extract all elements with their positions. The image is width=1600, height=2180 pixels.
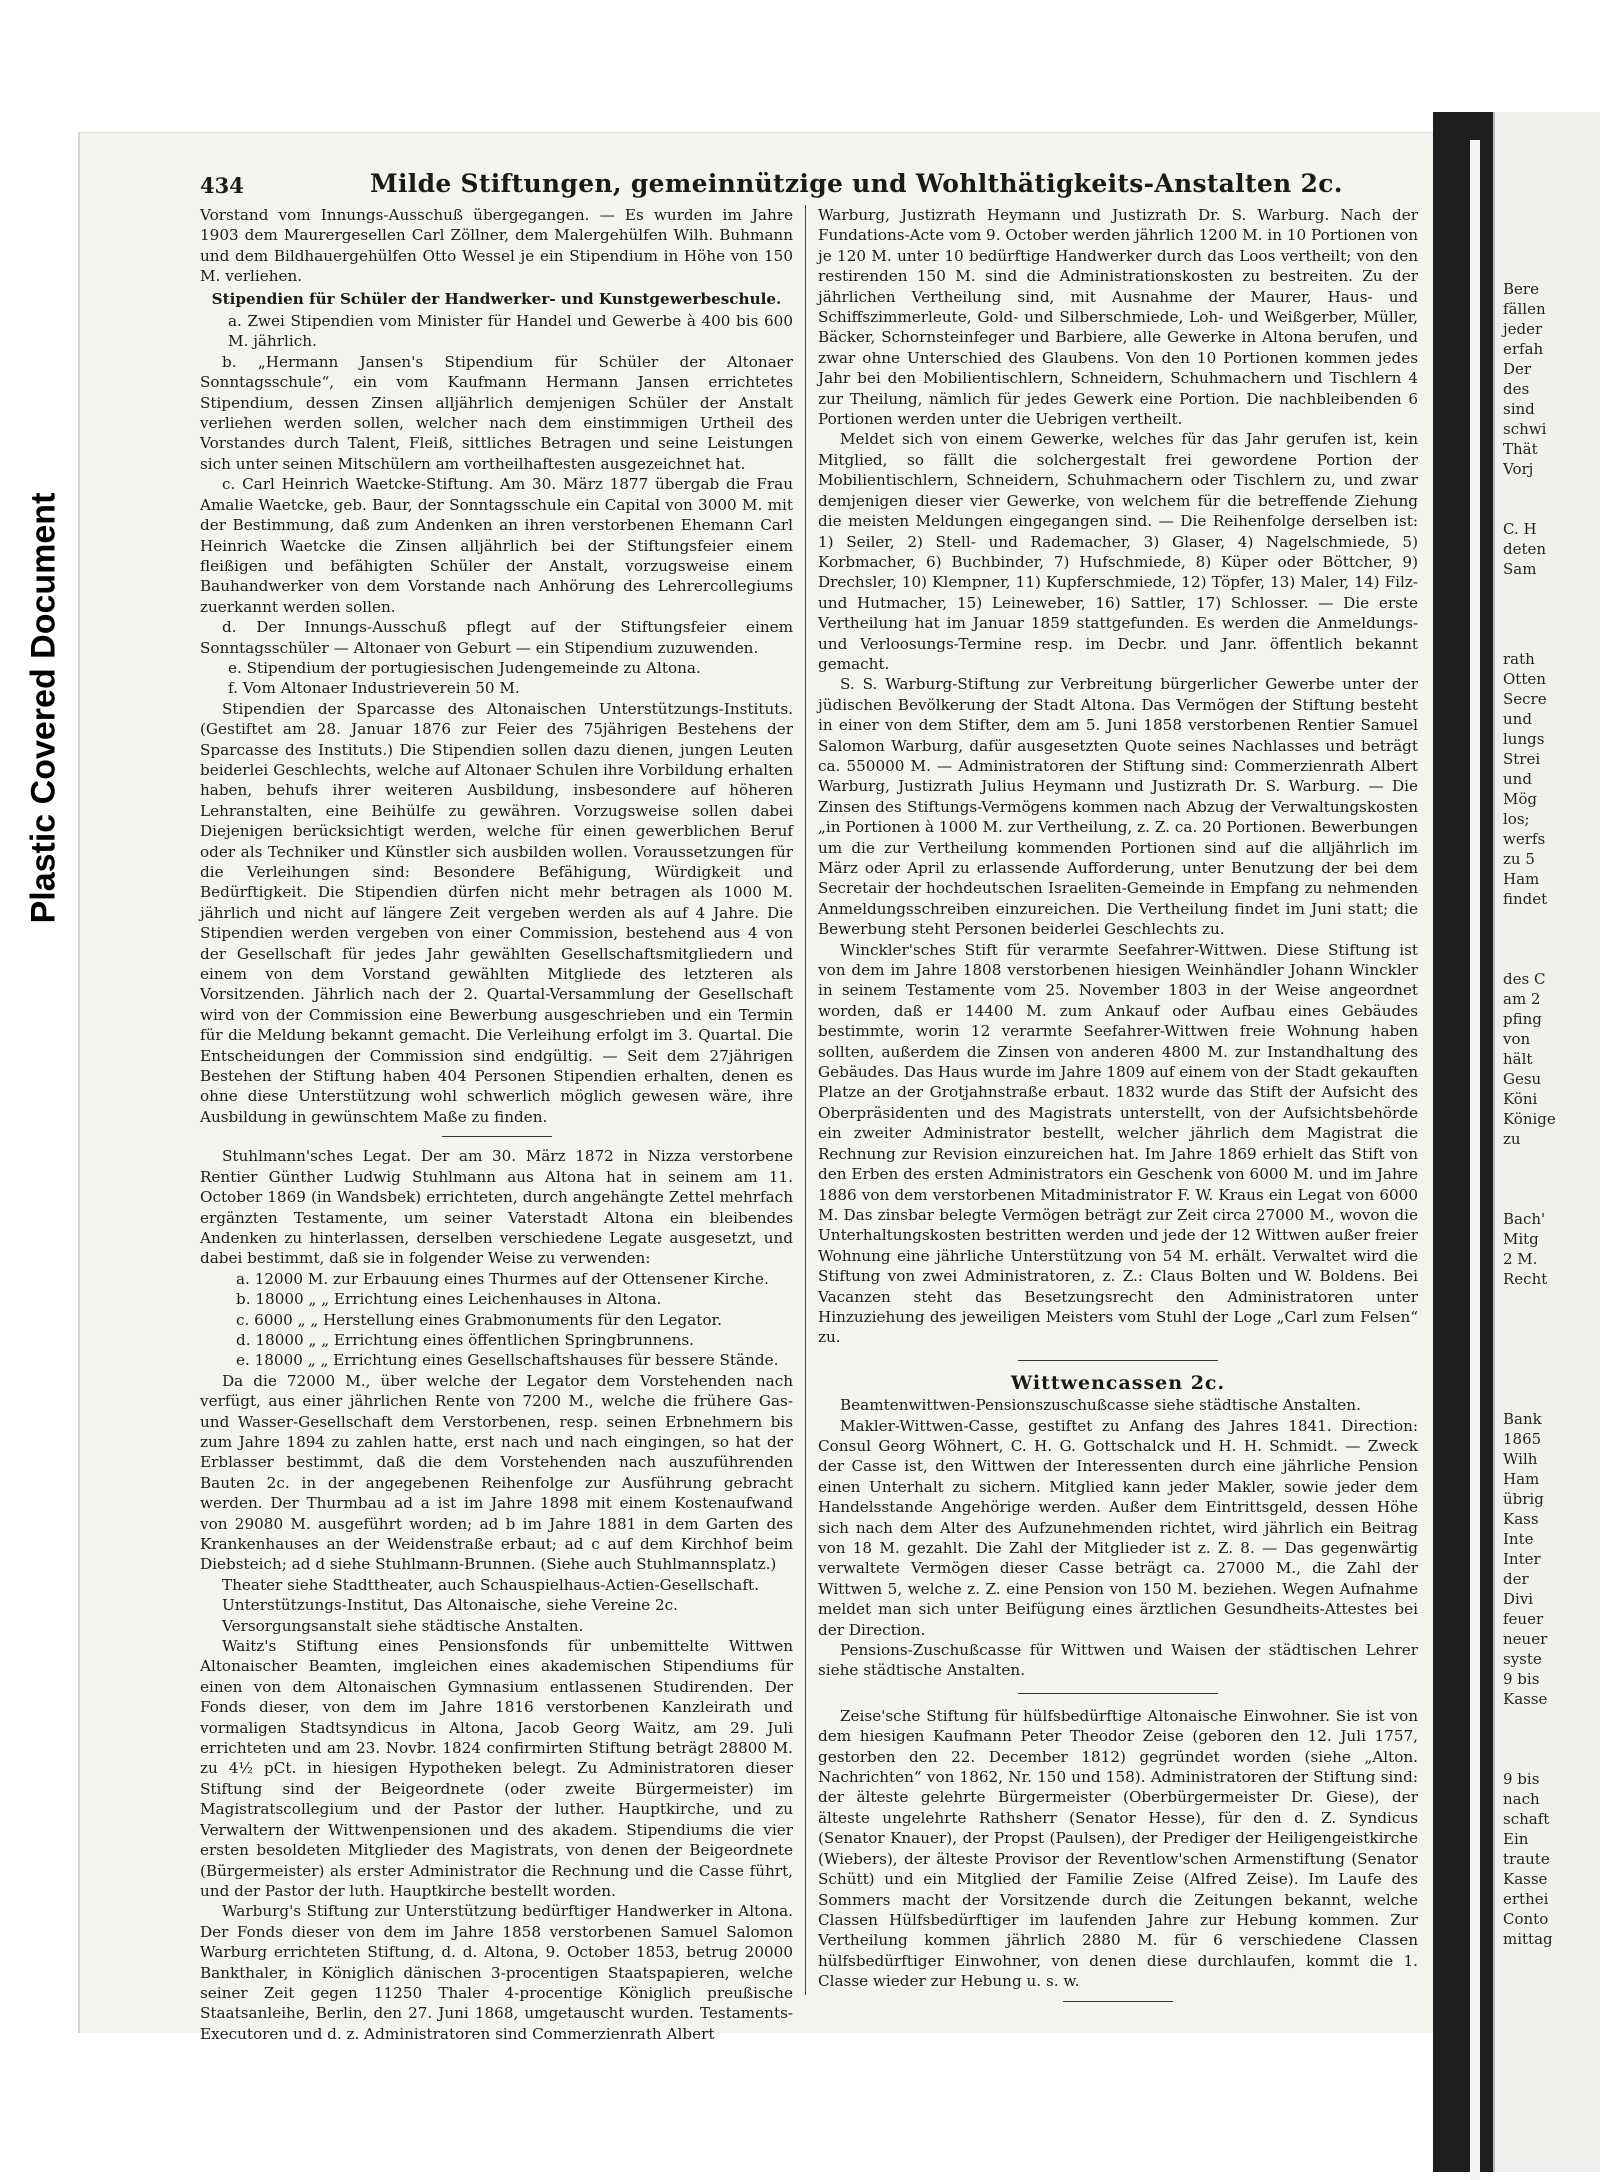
section-divider bbox=[1018, 1693, 1218, 1694]
entry-sparcasse-stipendien: Stipendien der Sparcasse des Altonaischen Unterstützungs-Instituts. (Gestiftet am 28. Januar 1876 zur Feier des 75jährigen Bestehens der Sparcasse des Instituts.) Die Stipendien sollen dazu dienen, jungen Leuten beiderlei Geschlechts, welche auf Altonaer Schulen ihre Vorbildung erhalten haben, behufs ihrer weiteren Ausbildung, insbesondere auf höheren Lehranstalten, eine Beihülfe zu gewähren. Vorzugsweise sollen dabei Diejenigen berücksichtigt werden, welche für einen gewerblichen Beruf oder als Techniker und Künstler sich ausbilden wollen. Voraussetzungen für die Verleihungen sind: Besondere Befähigung, Würdigkeit und Bedürftigkeit. Die Stipendien dürfen nicht mehr betragen als 1000 M. jährlich und nicht auf längere Zeit vergeben werden als auf 4 Jahre. Die Stipendien werden vergeben von einer Commission, bestehend aus 4 von der Gesellschaft für jedes Jahr gewählten Gesellschaftsmitgliedern und einem von dem Vorstand gewählten Mitgliede des letzteren als Vorsitzenden. Jährlich nach der 2. Quartal-Versammlung der Gesellschaft wird von der Commission eine Bewerbung ausgeschrieben und ein Termin für die Meldung bekannt gemacht. Die Verleihung erfolgt im 3. Quartal. Die Entscheidungen der Commission sind endgültig. — Seit dem 27jährigen Bestehen der Stiftung haben 404 Personen Stipendien erhalten, denen es ohne diese Unterstützung wohl schwerlich möglich gewesen wäre, ihre Ausbildung in gewünschtem Maße zu finden. bbox=[200, 699, 793, 1126]
facing-page-line: neuer bbox=[1503, 1630, 1548, 1648]
facing-page-line: feuer bbox=[1503, 1610, 1544, 1628]
gutter-highlight bbox=[1470, 140, 1480, 2180]
plastic-covered-label-text: Plastic Covered Document bbox=[24, 492, 63, 924]
facing-page-line: der bbox=[1503, 1570, 1529, 1588]
facing-page-line: und bbox=[1503, 710, 1532, 728]
facing-page-line: Ham bbox=[1503, 870, 1540, 888]
item-judengemeinde: e. Stipendium der portugiesischen Judengemeinde zu Altona. bbox=[228, 658, 701, 677]
entry-ss-warburg-stiftung: S. S. Warburg-Stiftung zur Verbreitung bürgerlicher Gewerbe unter der jüdischen Bevölkerung der Stadt Altona. Das Vermögen der Stiftung besteht in einer von dem Stifter, dem am 5. Juni 1858 verstorbenen Rentier Samuel Salomon Warburg, dafür ausgesetzten Quote seines Nachlasses und beträgt ca. 550000 M. — Administratoren der Stiftung sind: Commerzienrath Albert Warburg, Justizrath Julius Heymann und Justizrath Dr. S. Warburg. — Die Zinsen des Stiftungs-Vermögens kommen nach Abzug der Verwaltungskosten „in Portionen à 1000 M. zur Vertheilung, z. Z. ca. 20 Portionen. Bewerbungen um die zur Vertheilung kommenden Portionen sind auf die alljährlich im März oder April zu erlassende Aufforderung, unter Benutzung der bei dem Secretair der hochdeutschen Israeliten-Gemeinde in Empfang zu nehmenden Anmeldungsschreiben einzureichen. Die Vertheilung findet im Juni statt; die Bewerbung steht Personen beiderlei Geschlechts zu. bbox=[818, 675, 1418, 939]
facing-page-line: Secre bbox=[1503, 690, 1547, 708]
facing-page-line: des bbox=[1503, 380, 1530, 398]
section-title-wittwencassen: Wittwencassen 2c. bbox=[1010, 1371, 1226, 1394]
page-number: 434 bbox=[200, 173, 244, 198]
facing-page-line: übrig bbox=[1503, 1490, 1544, 1508]
entry-theater: Theater siehe Stadttheater, auch Schauspielhaus-Actien-Gesellschaft. bbox=[222, 1575, 759, 1594]
item-jansen-stipendium: b. „Hermann Jansen's Stipendium für Schüler der Altonaer Sonntagsschule“, ein vom Kaufmann Hermann Jansen errichtetes Stipendium, dessen Zinsen alljährlich demjenigen Schüler der Anstalt verliehen werden sollen, welcher nach dem einstimmigen Urtheil des Vorstandes durch Talent, Fleiß, sittliches Betragen und seine Leistungen sich unter seinen Mitschülern am vortheilhaftesten ausgezeichnet hat. bbox=[200, 352, 793, 473]
left-column bbox=[200, 205, 793, 2044]
facing-page-line: 2 M. bbox=[1503, 1250, 1538, 1268]
facing-page-line: Gesu bbox=[1503, 1070, 1542, 1088]
item-innungs-ausschuss: d. Der Innungs-Ausschuß pflegt auf der Stiftungsfeier einem Sonntagsschüler — Altonaer von Geburt — ein Stipendium zuzuwenden. bbox=[200, 618, 793, 657]
entry-winckler-stift: Winckler'sches Stift für verarmte Seefahrer-Wittwen. Diese Stiftung ist von dem im Jahre 1808 verstorbenen hiesigen Weinhändler Johann Winckler in seinem Testamente vom 25. November 1803 in der Weise angeordnet worden, daß er 14400 M. zum Ankauf oder Aufbau eines Gebäudes bestimmte, worin 12 verarmte Seefahrer-Wittwen freie Wohnung haben sollten, außerdem die Zinsen von anderen 4800 M. zur Instandhaltung des Gebäudes. Das Haus wurde im Jahre 1809 auf einem von der Stadt gekauften Platze an der Grotjahnstraße erbaut. 1832 wurde das Stift der Aufsicht des Oberpräsidenten und des Magistrats unterstellt, von der Aufsichtsbehörde ein zweiter Administrator bestellt, welcher jährlich dem Magistrat die Rechnung zur Revision einzureichen hat. Im Jahre 1869 erhielt das Stift von den Erben des ersten Administrators ein Geschenk von 6000 M. und im Jahre 1886 von dem verstorbenen Mitadministrator F. W. Kraus ein Legat von 6000 M. Das zinsbar belegte Vermögen beträgt zur Zeit circa 27000 M., wovon die Unterhaltungskosten bestritten werden und jede der 12 Wittwen außer freier Wohnung eine jährliche Unterstützung von 54 M. erhält. Verwaltet wird die Stiftung von zwei Administratoren, z. Z.: Claus Bolten und W. Boldens. Bei Vacanzen steht das Besetzungsrecht den Administratoren unter Hinzuziehung des jeweiligen Meisters vom Stuhl der Loge „Carl zum Felsen“ zu. bbox=[818, 940, 1418, 1347]
facing-page-line: schaft bbox=[1503, 1810, 1550, 1828]
facing-page-line: und bbox=[1503, 770, 1532, 788]
paragraph-warburg-continued: Warburg, Justizrath Heymann und Justizrath Dr. S. Warburg. Nach der Fundations-Acte vom 9. October werden jährlich 1200 M. in 10 Portionen von je 120 M. unter 10 bedürftige Handwerker durch das Loos vertheilt; von den restirenden 150 M. sind die Administrationskosten zu bestreiten. Zu der jährlichen Vertheilung sind, mit Ausnahme der Maurer, Haus- und Schiffszimmerleute, Gold- und Silberschmiede, Loh- und Weißgerber, Müller, Bäcker, Schornsteinfeger und Barbiere, alle Gewerke in Altona berufen, und zwar ohne Unterschied des Glaubens. Von den 10 Portionen kommen jedes Jahr bei den Mobilientischlern, Schneidern, Schuhmachern und Tischlern 4 zur Theilung, nämlich für jedes Gewerk eine Portion. Die nachbleibenden 6 Portionen werden unter die Uebrigen vertheilt. bbox=[818, 206, 1418, 429]
facing-page-line: erthei bbox=[1503, 1890, 1549, 1908]
facing-page-line: Kasse bbox=[1503, 1690, 1548, 1708]
facing-page-line: deten bbox=[1503, 540, 1547, 558]
facing-page-line: rath bbox=[1503, 650, 1535, 668]
item-industrieverein: f. Vom Altonaer Industrieverein 50 M. bbox=[228, 679, 520, 698]
section-divider bbox=[1018, 1360, 1218, 1361]
facing-page-line: zu 5 bbox=[1503, 850, 1535, 868]
entry-beamtenwittwen-casse: Beamtenwittwen-Pensionszuschußcasse siehe städtische Anstalten. bbox=[840, 1396, 1361, 1415]
facing-page-line: Bach' bbox=[1503, 1210, 1546, 1228]
plastic-covered-label bbox=[18, 448, 70, 968]
column-divider bbox=[805, 205, 806, 1995]
facing-page-line: zu bbox=[1503, 1130, 1521, 1148]
facing-page-line: syste bbox=[1503, 1650, 1542, 1668]
entry-versorgungsanstalt: Versorgungsanstalt siehe städtische Anstalten. bbox=[222, 1616, 584, 1635]
facing-page-line: los; bbox=[1503, 810, 1530, 828]
facing-page-line: Otten bbox=[1503, 670, 1546, 688]
paragraph-stuhlmann-details: Da die 72000 M., über welche der Legator dem Vorstehenden nach verfügt, aus einer jährlichen Rente von 7200 M., welche die frühere Gas- und Wasser-Gesellschaft dem Verstorbenen, resp. seinen Erbnehmern bis zum Jahre 1894 zu zahlen hatte, erst nach und nach eingingen, so hat der Erblasser bestimmt, daß die dem Vorstehenden nach auszuführenden Bauten 2c. in der angegebenen Reihenfolge zur Ausführung gebracht werden. Der Thurmbau ad a ist im Jahre 1898 mit einem Kostenaufwand von 29080 M. ausgeführt worden; ad b im Jahre 1881 in dem Garten des Krankenhauses an der Weidenstraße erbaut; ad c auf dem Kirchhof beim Diebsteich; ad d siehe Stuhlmann-Brunnen. (Siehe auch Stuhlmannsplatz.) bbox=[200, 1371, 793, 1574]
entry-pensions-zuschusscasse: Pensions-Zuschußcasse für Wittwen und Waisen der städtischen Lehrer siehe städtische Anstalten. bbox=[818, 1641, 1418, 1680]
running-title: Milde Stiftungen, gemeinnützige und Wohlthätigkeits-Anstalten 2c. bbox=[370, 169, 1343, 198]
heading-stipendien-handwerker: Stipendien für Schüler der Handwerker- und Kunstgewerbeschule. bbox=[211, 289, 782, 308]
facing-page-line: Kasse bbox=[1503, 1870, 1548, 1888]
facing-page-line: Mög bbox=[1503, 790, 1537, 808]
paragraph-gewerke-reihenfolge: Meldet sich von einem Gewerke, welches für das Jahr gerufen ist, kein Mitglied, so fällt die solchergestalt frei gewordene Portion der Mobilientischlern, Schneidern, Schuhmachern oder Tischlern zu, und zwar demjenigen dieser vier Gewerke, von welchem für die betreffende Ziehung die meisten Meldungen eingegangen sind. — Die Reihenfolge derselben ist: 1) Seiler, 2) Stell- und Rademacher, 3) Glaser, 4) Nagelschmiede, 5) Korbmacher, 6) Buchbinder, 7) Hufschmiede, 8) Küper oder Böttcher, 9) Drechsler, 10) Klempner, 11) Kupferschmiede, 12) Töpfer, 13) Maler, 14) Filz- und Hutmacher, 15) Leineweber, 16) Sattler, 17) Schlosser. — Die erste Vertheilung hat im Januar 1859 stattgefunden. Es werden die Anmeldungs- und Verloosungs-Termine resp. im Decbr. und Janr. öffentlich bekannt gemacht. bbox=[818, 430, 1418, 673]
section-divider bbox=[442, 1136, 552, 1137]
facing-page-line: von bbox=[1503, 1030, 1531, 1048]
facing-page-line: C. H bbox=[1503, 520, 1537, 538]
legacy-item-a: a. 12000 M. zur Erbauung eines Thurmes auf der Ottensener Kirche. bbox=[236, 1269, 769, 1288]
entry-warburg-stiftung: Warburg's Stiftung zur Unterstützung bedürftiger Handwerker in Altona. Der Fonds dieser von dem im Jahre 1858 verstorbenen Samuel Salomon Warburg errichteten Stiftung, d. d. Altona, 9. October 1853, betrug 20000 Bankthaler, in Königlich dänischen 3-procentigen Staatspapieren, welche seiner Zeit gegen 11250 Thaler 4-procentige Königlich preußische Staatsanleihe, Berlin, den 27. Juni 1868, umgetauscht wurden. Testaments-Executoren und d. z. Administratoren sind Commerzienrath Albert bbox=[200, 1902, 793, 2043]
facing-page-line: Strei bbox=[1503, 750, 1541, 768]
facing-page-line: 9 bis bbox=[1503, 1670, 1540, 1688]
facing-page-line: Thät bbox=[1503, 440, 1538, 458]
facing-page-line: Recht bbox=[1503, 1270, 1548, 1288]
legacy-list bbox=[200, 1269, 793, 1371]
facing-page-fragment bbox=[1493, 112, 1600, 2172]
paragraph-innungs-ausschuss: Vorstand vom Innungs-Ausschuß übergegangen. — Es wurden im Jahre 1903 dem Maurergesellen Carl Zöllner, dem Malergehülfen Wilh. Buhmann und dem Bildhauergehülfen Otto Wessel je ein Stipendium in Höhe von 150 M. verliehen. bbox=[200, 206, 793, 286]
facing-page-line: Conto bbox=[1503, 1910, 1549, 1928]
facing-page-line: traute bbox=[1503, 1850, 1550, 1868]
facing-page-line: sind bbox=[1503, 400, 1535, 418]
legacy-item-e: e. 18000 „ „ Errichtung eines Gesellschaftshauses für bessere Stände. bbox=[236, 1351, 779, 1370]
facing-page-line: nach bbox=[1503, 1790, 1540, 1808]
facing-page-line: findet bbox=[1503, 890, 1548, 908]
legacy-item-c: c. 6000 „ „ Herstellung eines Grabmonuments für den Legator. bbox=[236, 1310, 722, 1329]
entry-makler-wittwen-casse: Makler-Wittwen-Casse, gestiftet zu Anfang des Jahres 1841. Direction: Consul Georg Wöhnert, C. H. G. Gottschalck und H. H. Schmidt. — Zweck der Casse ist, den Wittwen der Interessenten durch eine jährliche Pension einen Unterhalt zu sichern. Mitglied kann jeder Makler, sowie jeder dem Handelsstande Angehörige werden. Außer dem Eintrittsgeld, dessen Höhe sich nach dem Alter des Aufzunehmenden richtet, wird jährlich ein Beitrag von 18 M. gezahlt. Die Zahl der Mitglieder ist z. Z. 8. — Das gegenwärtig verwaltete Vermögen dieser Casse beträgt ca. 27000 M., die Zahl der Wittwen 5, welche z. Z. eine Pension von 150 M. beziehen. Wegen Aufnahme meldet man sich unter Beifügung eines ärztlichen Gesundheits-Attestes bei der Direction. bbox=[818, 1416, 1418, 1639]
entry-unterstuetzungs-institut: Unterstützungs-Institut, Das Altonaische, siehe Vereine 2c. bbox=[222, 1596, 678, 1615]
entry-stuhlmann-legat: Stuhlmann'sches Legat. Der am 30. März 1872 in Nizza verstorbene Rentier Günther Ludwig Stuhlmann aus Altona hat in seinem am 11. October 1869 (in Wandsbek) errichteten, durch angehängte Zettel mehrfach ergänzten Testamente, um seiner Vaterstadt Altona ein bleibendes Andenken zu hinterlassen, derselben verschiedene Legate ausgesetzt, und dabei bestimmt, daß sie in folgender Weise zu verwenden: bbox=[200, 1147, 793, 1268]
facing-page-line: pfing bbox=[1503, 1010, 1542, 1028]
facing-page-line: Inter bbox=[1503, 1550, 1541, 1568]
facing-page-line: erfah bbox=[1503, 340, 1544, 358]
facing-page-line: Sam bbox=[1503, 560, 1537, 578]
facing-page-line: Der bbox=[1503, 360, 1532, 378]
legacy-item-b: b. 18000 „ „ Errichtung eines Leichenhauses in Altona. bbox=[236, 1290, 662, 1309]
book-gutter bbox=[1433, 112, 1493, 2172]
facing-page-line: Ham bbox=[1503, 1470, 1540, 1488]
entry-zeise-stiftung: Zeise'sche Stiftung für hülfsbedürftige Altonaische Einwohner. Sie ist von dem hiesigen Kaufmann Peter Theodor Zeise (geboren den 12. Juli 1757, gestorben den 22. December 1812) gegründet worden (siehe „Alton. Nachrichten“ von 1862, Nr. 150 und 158). Administratoren der Stiftung sind: der älteste gelehrte Bürgermeister (Oberbürgermeister Dr. Giese), der älteste ungelehrte Rathsherr (Senator Hesse), für den d. Z. Syndicus (Senator Knauer), der Propst (Paulsen), der Prediger der Heiligengeistkirche (Wiebers), der älteste Provisor der Reventlow'schen Armenstiftung (Senator Schütt) und ein Mitglied der Familie Zeise (Alfred Zeise). Im Laufe des Sommers macht der Vorsitzende durch die Zeitungen bekannt, welche Classen Hülfsbedürftiger im laufenden Jahre zur Hebung kommen. Zur Vertheilung kommen jährlich 2880 M. für 6 verschiedene Classen hülfsbedürftiger Einwohner, von denen diese durchlaufen, kommt die 1. Classe wieder zur Hebung u. s. w. bbox=[818, 1706, 1418, 1991]
facing-page-line: Bank bbox=[1503, 1410, 1542, 1428]
facing-page-line: Wilh bbox=[1503, 1450, 1538, 1468]
right-column bbox=[818, 205, 1418, 2011]
facing-page-line: Divi bbox=[1503, 1590, 1534, 1608]
facing-page-line: Mitg bbox=[1503, 1230, 1539, 1248]
entry-waitz-stiftung: Waitz's Stiftung eines Pensionsfonds für unbemittelte Wittwen Altonaischer Beamten, imgleichen eines akademischen Stipendiums für einen von dem Altonaischen Gymnasium entlassenen Studirenden. Der Fonds dieser, von dem im Jahre 1816 verstorbenen Kanzleirath und vormaligen Stadtsyndicus in Altona, Jacob Georg Waitz, am 29. Juli errichteten und am 23. Novbr. 1824 confirmirten Stiftung beträgt 28800 M. zu 4½ pCt. in hiesigen Hypotheken belegt. Zu Administratoren dieser Stiftung sind der Beigeordnete (oder zweite Bürgermeister) im Magistratscollegium und der Pastor der luther. Hauptkirche, und zu Verwaltern der Wittwenpensionen und des akadem. Stipendiums die vier ersten besoldeten Mitglieder des Magistrats, von denen der Beigeordnete (Bürgermeister) als erster Administrator die Rechnung und die Casse führt, und der Pastor der luth. Hauptkirche bestellt worden. bbox=[200, 1637, 793, 1900]
item-waetcke-stiftung: c. Carl Heinrich Waetcke-Stiftung. Am 30. März 1877 übergab die Frau Amalie Waetcke, geb. Baur, der Sonntagsschule ein Capital von 3000 M. mit der Bestimmung, daß zum Andenken an ihren verstorbenen Ehemann Carl Heinrich Waetcke die Zinsen alljährlich bei der Stiftungsfeier einem fleißigen und befähigten Schüler der Anstalt, vorzugsweise einem Bauhandwerker von dem Vorstande nach Anhörung des Lehrercollegiums zuerkannt werden sollen. bbox=[200, 475, 793, 616]
end-divider bbox=[1063, 2001, 1173, 2002]
facing-page-line: Bere bbox=[1503, 280, 1539, 298]
facing-page-line: werfs bbox=[1503, 830, 1546, 848]
facing-page-line: fällen bbox=[1503, 300, 1546, 318]
legacy-item-d: d. 18000 „ „ Errichtung eines öffentlichen Springbrunnens. bbox=[236, 1330, 694, 1349]
facing-page-line: Kass bbox=[1503, 1510, 1539, 1528]
facing-page-line: Könige bbox=[1503, 1110, 1556, 1128]
facing-page-line: hält bbox=[1503, 1050, 1533, 1068]
facing-page-line: Köni bbox=[1503, 1090, 1538, 1108]
page-header bbox=[200, 169, 1410, 207]
facing-page-line: mittag bbox=[1503, 1930, 1553, 1948]
facing-page-line: jeder bbox=[1503, 320, 1543, 338]
facing-page-line: des C bbox=[1503, 970, 1546, 988]
facing-page-line: 1865 bbox=[1503, 1430, 1542, 1448]
item-zwei-stipendien: a. Zwei Stipendien vom Minister für Handel und Gewerbe à 400 bis 600 M. jährlich. bbox=[228, 312, 793, 351]
facing-page-line: Inte bbox=[1503, 1530, 1534, 1548]
facing-page-line: 9 bis bbox=[1503, 1770, 1540, 1788]
facing-page-line: Vorj bbox=[1503, 460, 1534, 478]
facing-page-line: schwi bbox=[1503, 420, 1547, 438]
facing-page-line: lungs bbox=[1503, 730, 1545, 748]
facing-page-line: am 2 bbox=[1503, 990, 1541, 1008]
facing-page-line: Ein bbox=[1503, 1830, 1529, 1848]
